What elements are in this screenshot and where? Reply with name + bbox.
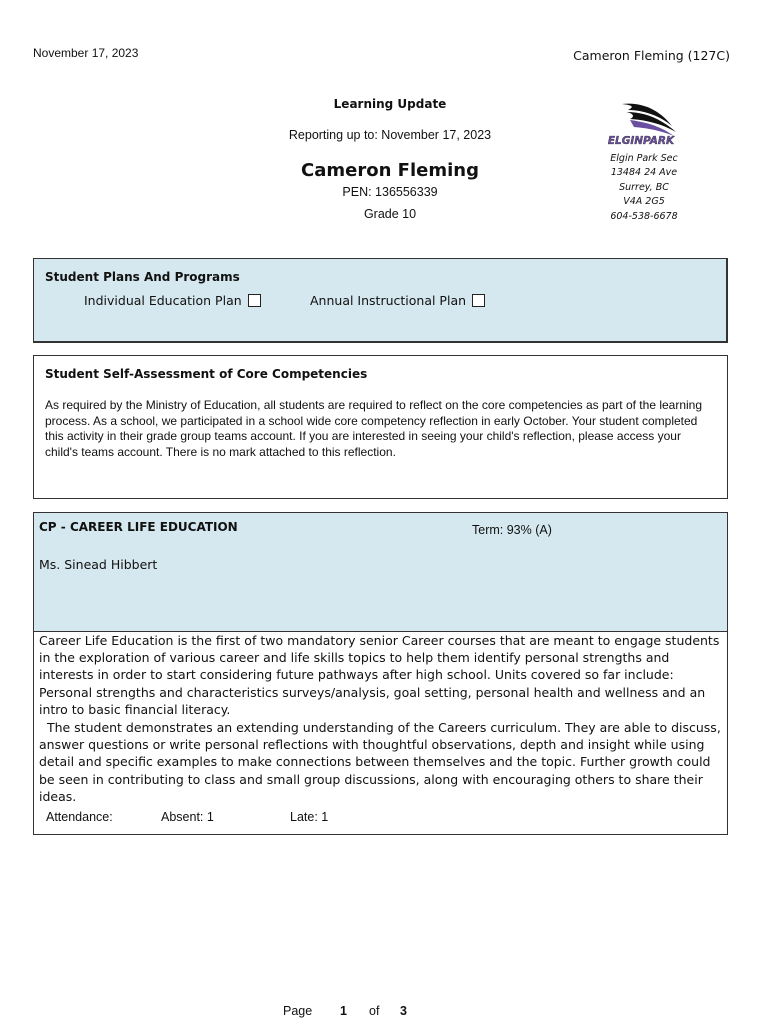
reporting-period: Reporting up to: November 17, 2023 [288, 128, 492, 142]
course-comment-text: The student demonstrates an extending understanding of the Careers curriculum. They are able to discuss, answer questions or write personal reflections with thoughtful observations, depth and insight while using detail and specific examples to make connections between themselves and the topic. Further growth could be seen in contributing to class and small group discussions, along with encouraging others to share their ideas. [39, 720, 721, 804]
page-footer [283, 1004, 407, 1018]
attendance-late: Late: 1 [290, 810, 329, 824]
iep-option [84, 293, 261, 308]
course-section [33, 512, 728, 835]
student-pen: PEN: 136556339 [342, 185, 438, 199]
attendance-absent: Absent: 1 [161, 810, 214, 824]
school-logo-swoosh [600, 100, 682, 148]
course-term-mark: Term: 93% (A) [472, 523, 552, 537]
course-teacher: Ms. Sinead Hibbert [39, 557, 158, 572]
aip-label: Annual Instructional Plan [310, 293, 467, 308]
page-of-label: of [369, 1004, 380, 1018]
iep-checkbox[interactable] [248, 294, 261, 307]
school-street: 13484 24 Ave [610, 167, 678, 179]
document-title: Learning Update [333, 97, 447, 111]
plans-title: Student Plans And Programs [45, 270, 240, 284]
aip-option [310, 293, 485, 308]
course-comment [39, 719, 721, 805]
school-name: Elgin Park Sec [610, 153, 678, 164]
header-student-ref: Cameron Fleming (127C) [573, 48, 730, 63]
course-description: Career Life Education is the first of two mandatory senior Career courses that are meant to engage students in the exploration of various career and life skills topics to help them identify personal strengths and interests in order to start considering future pathways after high school. Units covered so far include: Personal strengths and characteristics surveys/analysis, goal setting, personal health and wellness and an intro to basic financial literacy. [39, 633, 720, 717]
school-logo-text: ELGINPARK [607, 135, 675, 147]
iep-label: Individual Education Plan [84, 293, 242, 308]
school-logo [600, 100, 682, 148]
school-city: Surrey, BC [619, 181, 669, 193]
attendance-label: Attendance: [46, 810, 113, 824]
page-number: 1 [340, 1004, 347, 1018]
self-assessment-title: Student Self-Assessment of Core Competencies [45, 367, 368, 381]
aip-checkbox[interactable] [472, 294, 485, 307]
plans-section [33, 258, 728, 343]
page-total: 3 [400, 1004, 407, 1018]
school-address [590, 152, 698, 224]
student-name: Cameron Fleming [301, 160, 479, 181]
header-date: November 17, 2023 [33, 46, 139, 60]
school-phone: 604-538-6678 [610, 210, 678, 222]
page-label: Page [283, 1004, 313, 1018]
course-header [34, 513, 727, 632]
self-assessment-body: As required by the Ministry of Education, all students are required to reflect on the core competencies as part of the learning process. As a school, we participated in a school wide core competency reflection in early October. Your student completed this activity in their grade group teams account. If you are interested in seeing your child's reflection, please access your child's teams account. There is no mark attached to this reflection. [45, 398, 703, 459]
student-grade: Grade 10 [363, 207, 417, 221]
self-assessment-section [33, 355, 728, 499]
school-postal: V4A 2G5 [623, 196, 665, 208]
course-title: CP - CAREER LIFE EDUCATION [39, 520, 238, 534]
